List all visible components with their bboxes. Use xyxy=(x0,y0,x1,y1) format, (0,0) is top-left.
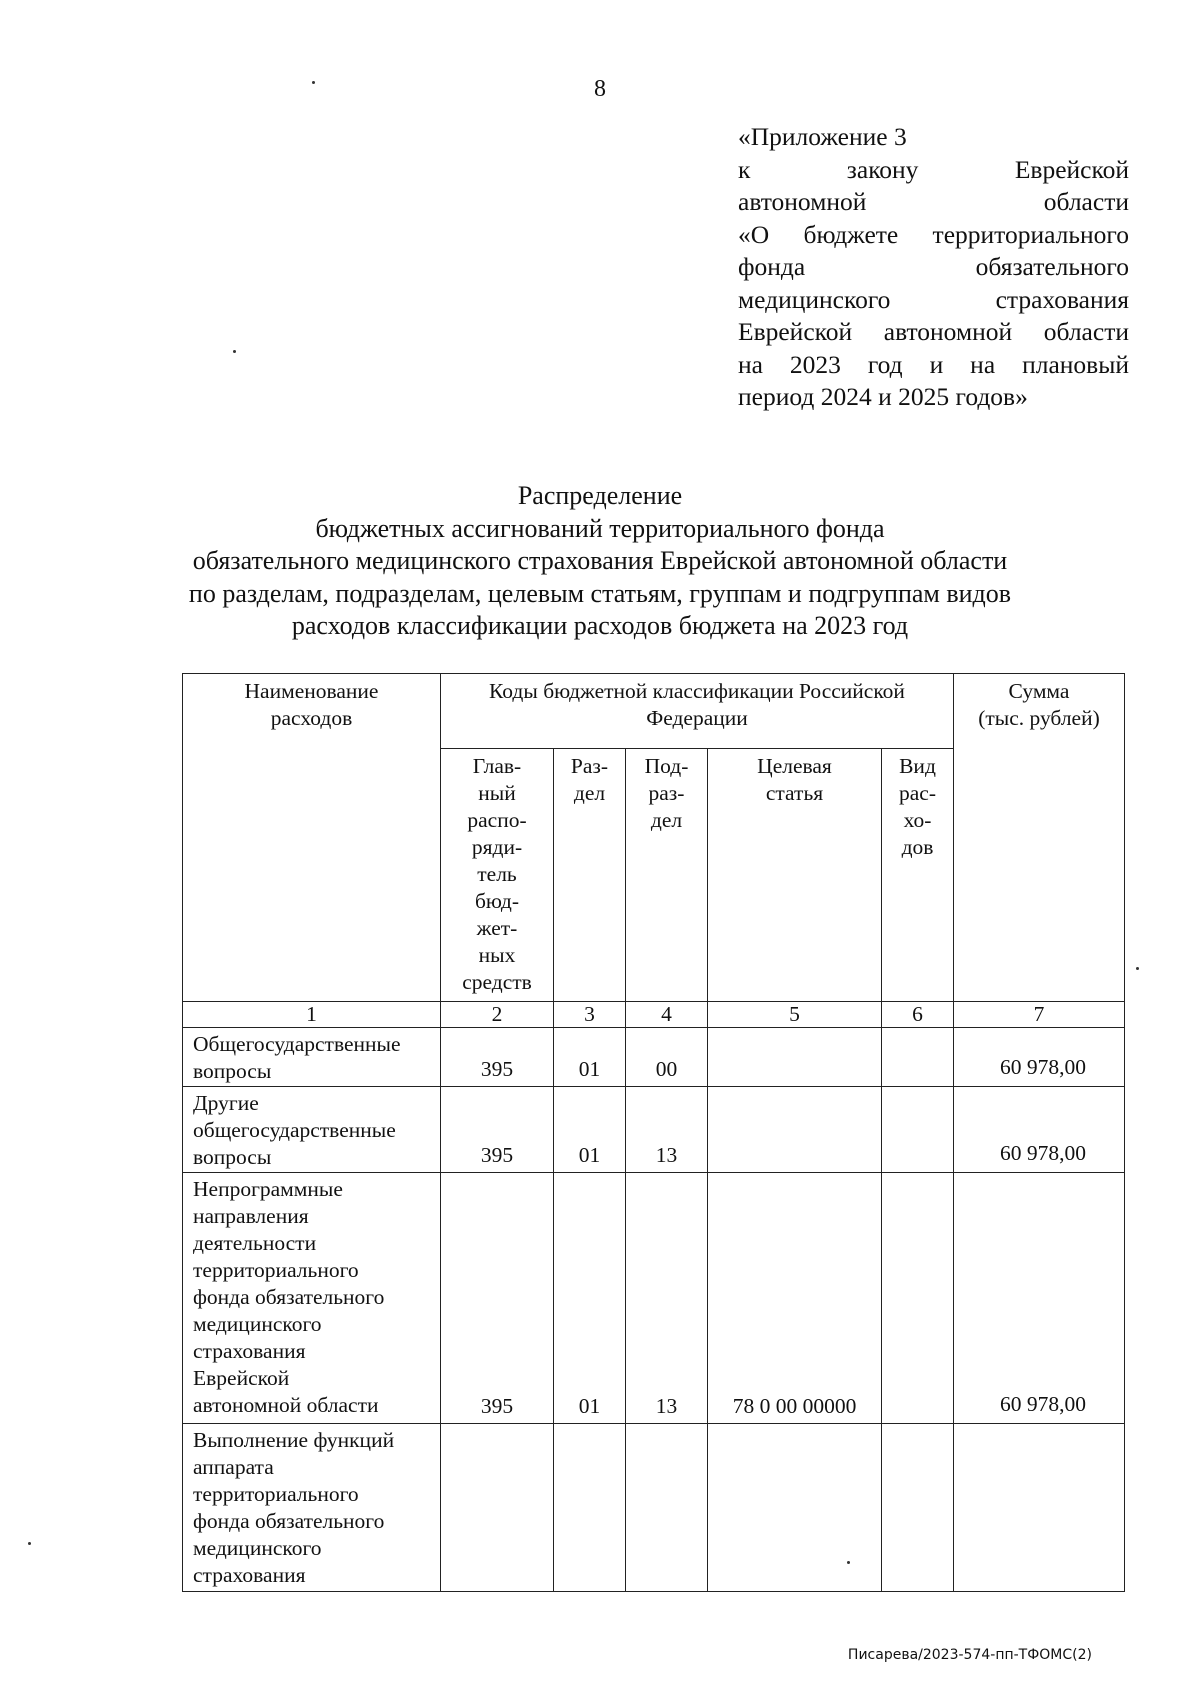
row-vid xyxy=(882,1424,954,1592)
row-name: Выполнение функций аппарата территориального фонда обязательного медицинского страхования xyxy=(183,1424,441,1592)
row-sum: 60 978,00 xyxy=(954,1028,1125,1087)
annex-line: «Приложение 3 xyxy=(738,122,907,151)
row-podrazdel xyxy=(626,1424,708,1592)
row-name: Общегосударственные вопросы xyxy=(183,1028,441,1087)
row-article xyxy=(708,1424,882,1592)
row-article xyxy=(708,1087,882,1173)
column-number: 7 xyxy=(954,1002,1125,1028)
title-line: Распределение xyxy=(517,481,683,510)
row-name: Другие общегосударственные вопросы xyxy=(183,1087,441,1173)
annex-line: медицинского страхования xyxy=(738,284,1129,314)
row-grbs: 395 xyxy=(441,1173,554,1424)
column-number: 2 xyxy=(441,1002,554,1028)
table-row xyxy=(183,1087,1125,1173)
column-number: 4 xyxy=(626,1002,708,1028)
row-podrazdel: 13 xyxy=(626,1173,708,1424)
annex-line: на 2023 год и на плановый xyxy=(738,349,1129,379)
row-podrazdel: 00 xyxy=(626,1028,708,1087)
row-razdel: 01 xyxy=(554,1173,626,1424)
row-grbs: 395 xyxy=(441,1087,554,1173)
header-sum: Сумма (тыс. рублей) xyxy=(954,674,1125,1002)
row-vid xyxy=(882,1028,954,1087)
row-podrazdel: 13 xyxy=(626,1087,708,1173)
document-title xyxy=(100,480,1100,643)
table-row xyxy=(183,1173,1125,1424)
scan-speck xyxy=(28,1542,31,1545)
header-vid: Вид рас- хо- дов xyxy=(882,749,954,1002)
header-razdel: Раз- дел xyxy=(554,749,626,1002)
row-razdel: 01 xyxy=(554,1028,626,1087)
row-vid xyxy=(882,1087,954,1173)
annex-line: фонда обязательного xyxy=(738,252,1129,281)
scan-speck xyxy=(312,81,315,84)
column-number: 6 xyxy=(882,1002,954,1028)
row-vid xyxy=(882,1173,954,1424)
annex-line: период 2024 и 2025 годов» xyxy=(738,382,1028,411)
table-row xyxy=(183,1424,1125,1592)
scan-speck xyxy=(233,350,236,353)
header-article: Целевая статья xyxy=(708,749,882,1002)
column-number: 3 xyxy=(554,1002,626,1028)
annex-line: автономной области xyxy=(738,187,1129,216)
scan-speck xyxy=(847,1561,850,1564)
row-sum xyxy=(954,1424,1125,1592)
row-sum: 60 978,00 xyxy=(954,1173,1125,1424)
budget-table xyxy=(182,673,1125,1592)
header-grbs: Глав- ный распо- ряди- тель бюд- жет- ных средств xyxy=(441,749,554,1002)
title-line: бюджетных ассигнований территориального фонда xyxy=(315,513,885,543)
row-grbs xyxy=(441,1424,554,1592)
column-number: 1 xyxy=(183,1002,441,1028)
header-podrazdel: Под- раз- дел xyxy=(626,749,708,1002)
row-name: Непрограммные направления деятельности территориального фонда обязательного медицинского страхования Еврейской автономной области xyxy=(183,1173,441,1424)
table-row xyxy=(183,1028,1125,1087)
header-name: Наименование расходов xyxy=(183,674,441,1002)
row-razdel: 01 xyxy=(554,1087,626,1173)
annex-line: к закону Еврейской xyxy=(738,154,1129,184)
header-codes: Коды бюджетной классификации Российской Федерации xyxy=(441,674,954,749)
annex-line: «О бюджете территориального xyxy=(738,219,1129,249)
row-razdel xyxy=(554,1424,626,1592)
title-line: обязательного медицинского страхования Еврейской автономной области xyxy=(192,546,1008,575)
row-article: 78 0 00 00000 xyxy=(708,1173,882,1424)
page-number: 8 xyxy=(594,76,606,102)
row-grbs: 395 xyxy=(441,1028,554,1087)
row-sum: 60 978,00 xyxy=(954,1087,1125,1173)
footer-file-reference: Писарева/2023-574-пп-ТФОМС(2) xyxy=(847,1647,1092,1663)
annex-header xyxy=(738,121,1129,414)
row-article xyxy=(708,1028,882,1087)
column-number-row xyxy=(183,1002,1125,1028)
scan-speck xyxy=(1136,967,1139,970)
title-line: расходов классификации расходов бюджета на 2023 год xyxy=(291,611,909,640)
title-line: по разделам, подразделам, целевым статьям, группам и подгруппам видов xyxy=(188,578,1012,608)
column-number: 5 xyxy=(708,1002,882,1028)
annex-line: Еврейской автономной области xyxy=(738,317,1129,346)
